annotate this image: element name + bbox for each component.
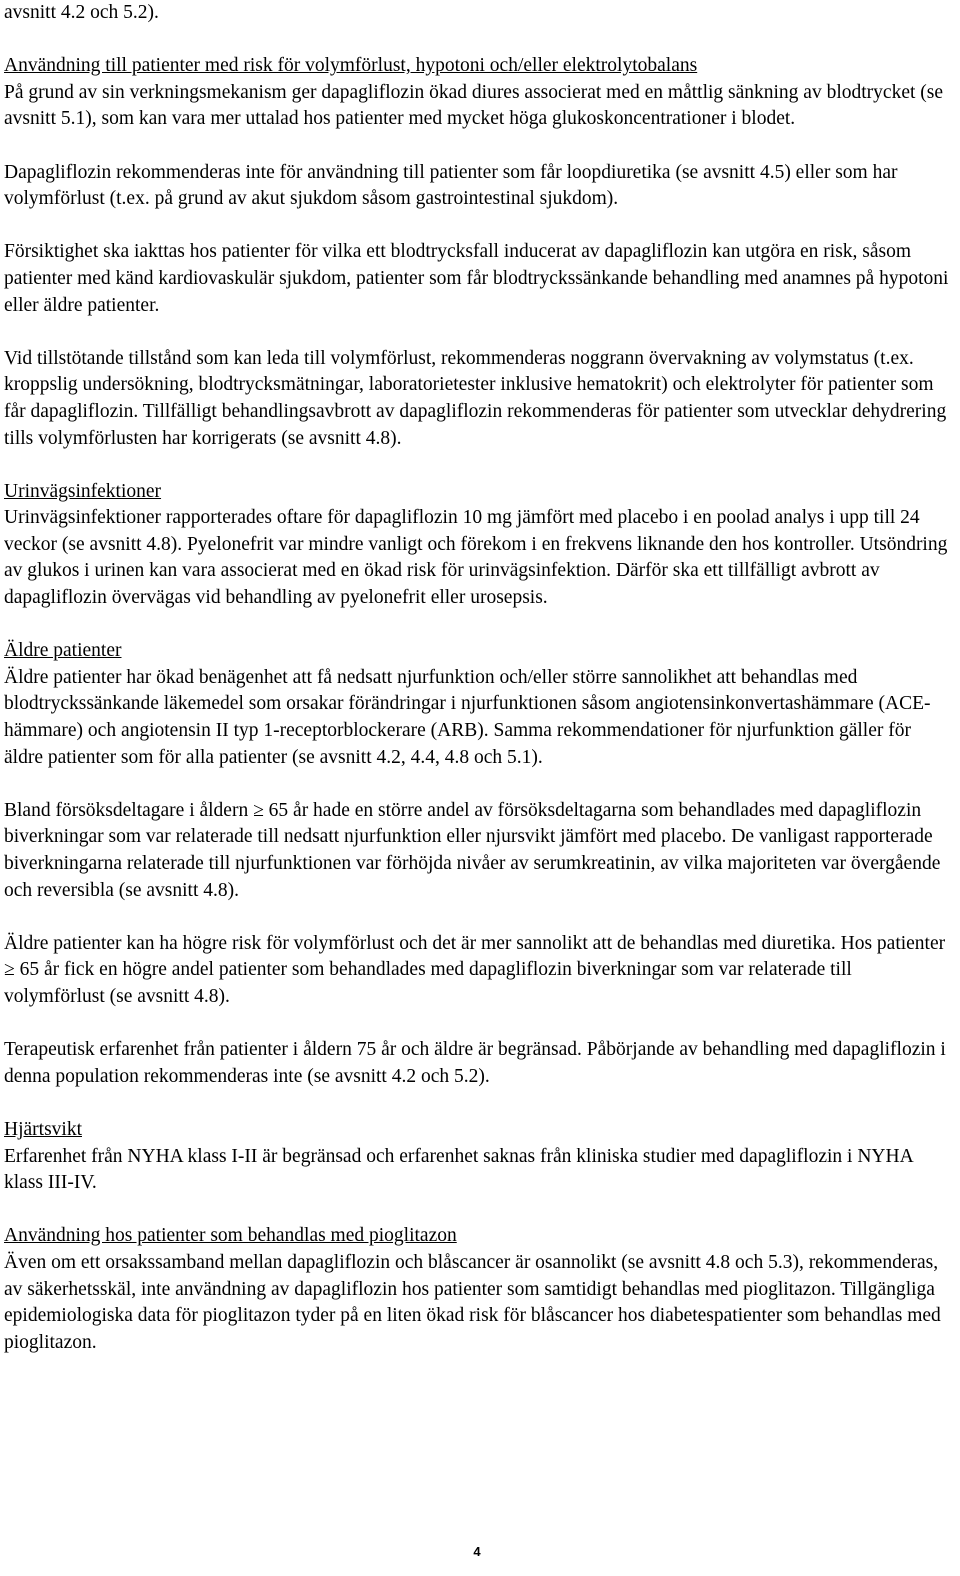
paragraph: Urinvägsinfektioner rapporterades oftare för dapagliflozin 10 mg jämfört med placebo i en poolad analys i upp till 24 veckor (se avsnitt 4.8). Pyelonefrit var mindre vanligt och förekom i en frekvens liknande den hos kontroller. Utsöndring av glukos i urinen kan vara associerat med en ökad risk för urinvägsinfektion. Därför ska ett tillfälligt avbrott av dapagliflozin övervägas vid behandling av pyelonefrit eller urosepsis. [4, 507, 948, 609]
section-heading-pioglitazone: Användning hos patienter som behandlas med pioglitazon [4, 1225, 457, 1247]
paragraph: Äldre patienter har ökad benägenhet att få nedsatt njurfunktion och/eller större sannolikhet att behandlas med blodtryckssänkande läkemedel som orsakar förändringar i njurfunktionen såsom angiotensinkonvertashämmare (ACE-hämmare) och angiotensin II typ 1-receptorblockerare (ARB). Samma rekommendationer för njurfunktion gäller för äldre patienter som för alla patienter (se avsnitt 4.2, 4.4, 4.8 och 5.1). [4, 666, 931, 768]
section-heading-urinary-tract-infections: Urinvägsinfektioner [4, 480, 162, 502]
section-heading-elderly-patients: Äldre patienter [4, 640, 122, 662]
section-pioglitazone [4, 1223, 954, 1356]
paragraph: Vid tillstötande tillstånd som kan leda till volymförlust, rekommenderas noggrann övervakning av volymstatus (t.ex. kroppslig undersökning, blodtrycksmätningar, laboratorietester inklusive hematokrit) och elektrolyter för patienter som får dapagliflozin. Tillfälligt behandlingsavbrott av dapagliflozin rekommenderas för patienter som utvecklar dehydrering tills volymförlusten har korrigerats (se avsnitt 4.8). [4, 347, 947, 449]
paragraph: Även om ett orsakssamband mellan dapagliflozin och blåscancer är osannolikt (se avsnitt 4.8 och 5.3), rekommenderas, av säkerhetsskäl, inte användning av dapagliflozin hos patienter som samtidigt behandlas med pioglitazon. Tillgängliga epidemiologiska data för pioglitazon tyder på en liten ökad risk för blåscancer hos diabetespatienter som behandlas med pioglitazon. [4, 1251, 941, 1353]
paragraph: Dapagliflozin rekommenderas inte för användning till patienter som får loopdiuretika (se avsnitt 4.5) eller som har volymförlust (t.ex. på grund av akut sjukdom såsom gastrointestinal sjukdom). [4, 161, 898, 210]
paragraph: Äldre patienter kan ha högre risk för volymförlust och det är mer sannolikt att de behandlas med diuretika. Hos patienter ≥ 65 år fick en högre andel patienter som behandlades med dapagliflozin biverkningar som var relaterade till volymförlust (se avsnitt 4.8). [4, 932, 946, 1007]
paragraph: Terapeutisk erfarenhet från patienter i åldern 75 år och äldre är begränsad. Påbörjande av behandling med dapagliflozin i denna population rekommenderas inte (se avsnitt 4.2 och 5.2). [4, 1039, 946, 1087]
section-heart-failure [4, 1117, 954, 1197]
section-volume-loss [4, 53, 954, 452]
section-heading-heart-failure: Hjärtsvikt [4, 1118, 82, 1140]
section-heading-volume-loss: Användning till patienter med risk för volymförlust, hypotoni och/eller elektrolytobalans [4, 55, 698, 77]
paragraph: Bland försöksdeltagare i åldern ≥ 65 år hade en större andel av försöksdeltagarna som behandlades med dapagliflozin biverkningar som var relaterade till nedsatt njurfunktion eller njursvikt jämfört med placebo. De vanligast rapporterade biverkningarna relaterade till njurfunktionen var förhöjda nivåer av serumkreatinin, av vilka majoriteten var övergående och reversibla (se avsnitt 4.8). [4, 799, 941, 901]
section-urinary-tract-infections [4, 479, 954, 612]
paragraph: På grund av sin verkningsmekanism ger dapagliflozin ökad diures associerat med en måttlig sänkning av blodtrycket (se avsnitt 5.1), som kan vara mer uttalad hos patienter med mycket höga glukoskoncentrationer i blodet. [4, 81, 944, 130]
paragraph: Erfarenhet från NYHA klass I-II är begränsad och erfarenhet saknas från kliniska studier med dapagliflozin i NYHA klass III-IV. [4, 1145, 913, 1194]
page-number: 4 [473, 1544, 481, 1559]
paragraph: Försiktighet ska iakttas hos patienter för vilka ett blodtrycksfall inducerat av dapagliflozin kan utgöra en risk, såsom patienter med känd kardiovaskulär sjukdom, patienter som får blodtryckssänkande behandling med anamnes på hypotoni eller äldre patienter. [4, 241, 949, 316]
document-page [4, 0, 954, 1356]
section-elderly-patients [4, 638, 954, 1090]
intro-fragment: avsnitt 4.2 och 5.2). [4, 2, 159, 23]
